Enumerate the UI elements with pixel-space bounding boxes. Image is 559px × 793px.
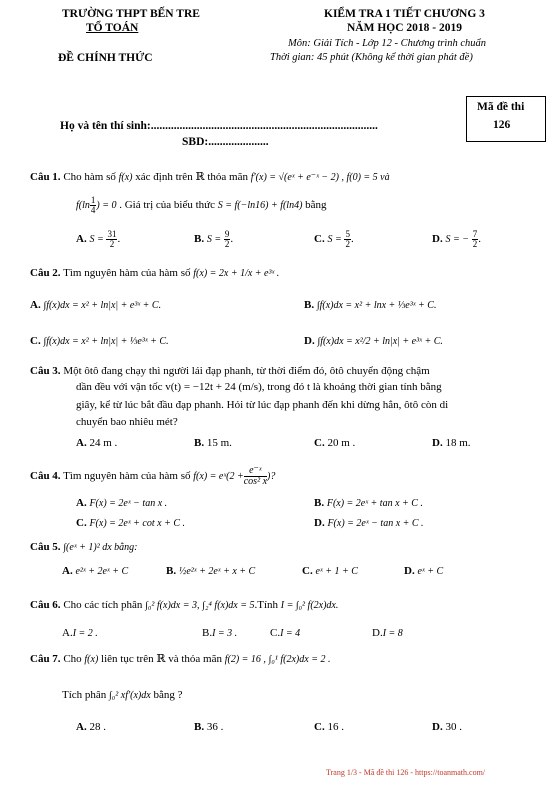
question-6: Câu 6. Cho các tích phân ∫₀² f(x)dx = 3, ∫₂⁴ f(x)dx = 5.Tính I = ∫₀² f(2x)dx. xyxy=(30,599,339,611)
q3-line-3: giây, kể từ lúc bắt đầu đạp phanh. Hỏi từ lúc đạp phanh đến khi dừng hẳn, ôtô còn di xyxy=(76,399,449,411)
q2-answer-b[interactable]: B. ∫f(x)dx = x² + lnx + ⅓e³ˣ + C. xyxy=(304,299,437,311)
exam-title: KIỂM TRA 1 TIẾT CHƯƠNG 3 xyxy=(324,8,485,20)
time-line: Thời gian: 45 phút (Không kể thời gian phát đề) xyxy=(270,52,473,63)
q6-answer-a[interactable]: A.I = 2 . xyxy=(62,627,98,639)
q3-answer-d[interactable]: D. 18 m. xyxy=(432,437,471,449)
sbd-field: SBD:..................... xyxy=(182,136,269,148)
q2-text: Tìm nguyên hàm của hàm số xyxy=(63,267,191,279)
q3-line-2: dần đều với vận tốc v(t) = −12t + 24 (m/s), trong đó t là khoảng thời gian tính bằng xyxy=(76,381,442,393)
question-3: Câu 3. Một ôtô đang chạy thì người lái đạp phanh, từ thời điểm đó, ôtô chuyển động chậm xyxy=(30,365,430,377)
question-1 xyxy=(30,172,390,183)
q2-function: f(x) = 2x + 1/x + e³ˣ . xyxy=(193,268,280,279)
q7-answer-c[interactable]: C. 16 . xyxy=(314,721,344,733)
official-exam-label: ĐỀ CHÍNH THỨC xyxy=(58,52,153,64)
q1-fln: f(ln xyxy=(76,200,90,212)
exam-code-value: 126 xyxy=(493,119,511,131)
q4-answer-d[interactable]: D. F(x) = 2eˣ − tan x + C . xyxy=(314,517,424,529)
q1-label: Câu 1. xyxy=(30,171,61,183)
q7-line-2: Tích phân ∫₀² xf′(x)dx bằng ? xyxy=(62,689,183,701)
q6-answer-b[interactable]: B.I = 3 . xyxy=(202,627,238,639)
q1-answer-b[interactable]: B. S = $\frac{9}{2}$ . xyxy=(194,229,234,249)
subject-line: Môn: Giải Tích - Lớp 12 - Chương trình chuẩn xyxy=(288,38,487,49)
q2-label: Câu 2. xyxy=(30,267,61,279)
q6-answer-c[interactable]: C.I = 4 xyxy=(270,627,301,639)
question-7: Câu 7. Cho f(x) liên tục trên ℝ và thỏa mãn f(2) = 16 , ∫₀¹ f(2x)dx = 2 . xyxy=(30,653,331,665)
q4-answer-c[interactable]: C. F(x) = 2eˣ + cot x + C . xyxy=(76,517,185,529)
page-footer[interactable]: Trang 1/3 - Mã đề thi 126 - https://toanmath.com/ xyxy=(326,768,486,777)
q5-answer-b[interactable]: B. ½e²ˣ + 2eˣ + x + C xyxy=(166,565,256,577)
question-5: Câu 5. ∫(eˣ + 1)² dx bằng: xyxy=(30,541,138,553)
q1-line2-end: bằng xyxy=(305,199,327,212)
q7-answer-b[interactable]: B. 36 . xyxy=(194,721,224,733)
student-name-field: Họ và tên thí sinh:............................................................................... xyxy=(60,120,378,132)
q4-answer-a[interactable]: A. F(x) = 2eˣ − tan x . xyxy=(76,497,168,509)
question-4: Câu 4. Tìm nguyên hàm của hàm số f(x) = eˣ(2 + $\frac{\text{e⁻ˣ}}{\text{cos² x}}$ )? xyxy=(30,465,276,487)
school-name: TRƯỜNG THPT BẾN TRE xyxy=(62,8,200,20)
department: TỔ TOÁN xyxy=(86,22,139,34)
q2-answer-d[interactable]: D. ∫f(x)dx = x²/2 + ln|x| + e³ˣ + C. xyxy=(304,335,443,347)
school-year: NĂM HỌC 2018 - 2019 xyxy=(347,22,462,34)
exam-code-label: Mã đề thi xyxy=(477,101,525,113)
q4-answer-b[interactable]: B. F(x) = 2eˣ + tan x + C . xyxy=(314,497,423,509)
q3-answer-c[interactable]: C. 20 m . xyxy=(314,437,356,449)
q3-answer-b[interactable]: B. 15 m. xyxy=(194,437,232,449)
q1-line2-text: . Giá trị của biểu thức xyxy=(119,199,215,212)
q1-expression: S = f(−ln16) + f(ln4) xyxy=(217,200,303,212)
q6-answer-d[interactable]: D.I = 8 xyxy=(372,627,403,639)
q3-answer-a[interactable]: A. 24 m . xyxy=(76,437,118,449)
question-2 xyxy=(30,268,279,279)
q1-condition: f′(x) = √(eˣ + e⁻ˣ − 2) , f(0) = 5 và xyxy=(250,172,390,183)
q2-answer-a[interactable]: A. ∫f(x)dx = x² + ln|x| + e³ˣ + C. xyxy=(30,299,162,311)
q5-answer-d[interactable]: D. eˣ + C xyxy=(404,565,444,577)
q5-answer-a[interactable]: A. e²ˣ + 2eˣ + C xyxy=(62,565,129,577)
q7-answer-a[interactable]: A. 28 . xyxy=(76,721,106,733)
q1-text-a: Cho hàm số xyxy=(63,171,116,183)
q1-eq0: ) = 0 xyxy=(96,200,117,212)
q3-line-4: chuyển bao nhiêu mét? xyxy=(76,416,178,428)
q1-answer-a[interactable]: A. S = $\frac{31}{2}$ . xyxy=(76,229,121,249)
q1-answer-d[interactable]: D. S = − $\frac{7}{2}$ . xyxy=(432,229,481,249)
q2-answer-c[interactable]: C. ∫f(x)dx = x² + ln|x| + ⅓e³ˣ + C. xyxy=(30,335,169,347)
q1-fraction: $\frac{1}{4}$ xyxy=(90,195,96,215)
q1-answer-c[interactable]: C. S = $\frac{5}{2}$ . xyxy=(314,229,354,249)
q1-fx: f(x) xyxy=(118,172,133,183)
q7-answer-d[interactable]: D. 30 . xyxy=(432,721,462,733)
q1-text-b: xác định trên ℝ thỏa mãn xyxy=(135,171,248,183)
q1-line-2 xyxy=(76,196,327,215)
q5-answer-c[interactable]: C. eˣ + 1 + C xyxy=(302,565,358,577)
